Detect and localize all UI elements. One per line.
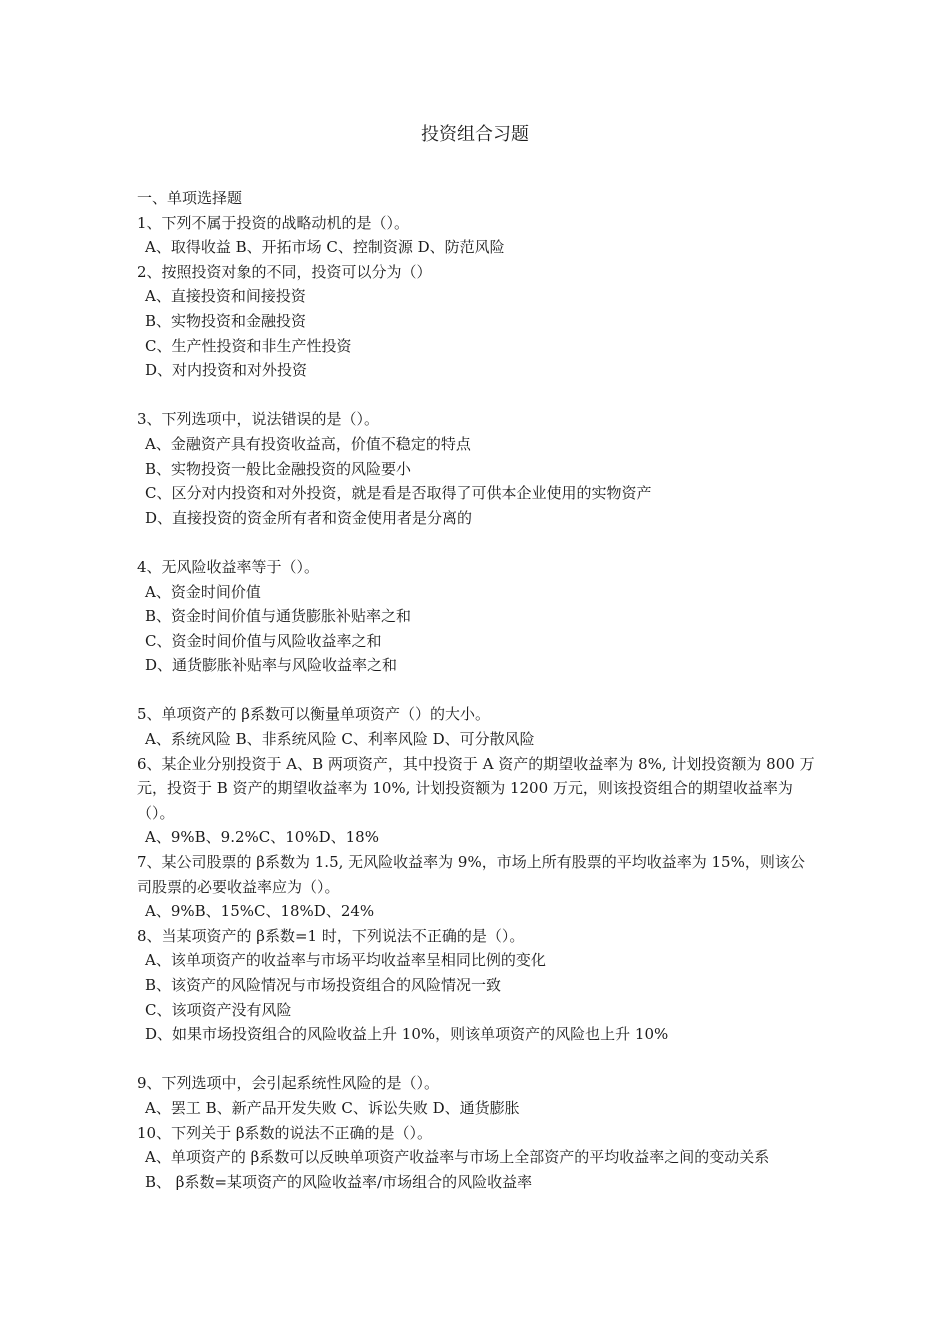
question-2-option-b: B、实物投资和金融投资 [145, 311, 307, 330]
page-title: 投资组合习题 [421, 124, 529, 145]
question-10-stem: 10、下列关于 β系数的说法不正确的是（）。 [137, 1123, 433, 1142]
question-8-stem: 8、当某项资产的 β系数=1 时，下列说法不正确的是（）。 [137, 926, 525, 945]
question-4-option-b: B、资金时间价值与通货膨胀补贴率之和 [145, 607, 412, 626]
question-2-option-c: C、生产性投资和非生产性投资 [145, 336, 352, 355]
spacer [137, 678, 817, 703]
question-3-option-c: C、区分对内投资和对外投资，就是看是否取得了可供本企业使用的实物资产 [145, 484, 652, 503]
question-7-options: A、9%B、15%C、18%D、24% [145, 902, 375, 921]
question-3-stem: 3、下列选项中，说法错误的是（）。 [137, 410, 380, 429]
question-5-stem: 5、单项资产的 β系数可以衡量单项资产（）的大小。 [137, 705, 490, 724]
question-10-option-b: B、 β系数=某项资产的风险收益率/市场组合的风险收益率 [145, 1172, 533, 1191]
question-3-option-b: B、实物投资一般比金融投资的风险要小 [145, 459, 412, 478]
question-3-option-d: D、直接投资的资金所有者和资金使用者是分离的 [145, 508, 473, 527]
question-4-option-d: D、通货膨胀补贴率与风险收益率之和 [145, 656, 398, 675]
question-8-option-d: D、如果市场投资组合的风险收益上升 10%，则该单项资产的风险也上升 10% [145, 1025, 669, 1044]
question-7-stem: 7、某公司股票的 β系数为 1.5, 无风险收益率为 9%，市场上所有股票的平均收益率为 15%，则该公司股票的必要收益率应为（）。 [137, 853, 805, 896]
question-3-option-a: A、金融资产具有投资收益高，价值不稳定的特点 [145, 434, 471, 453]
question-6-options: A、9%B、9.2%C、10%D、18% [145, 828, 379, 847]
question-4-option-c: C、资金时间价值与风险收益率之和 [145, 631, 382, 650]
spacer [137, 530, 817, 555]
spacer [137, 383, 817, 408]
question-2-option-a: A、直接投资和间接投资 [145, 287, 306, 306]
question-10-option-a: A、单项资产的 β系数可以反映单项资产收益率与市场上全部资产的平均收益率之间的变动关系 [145, 1148, 770, 1167]
question-1-options: A、取得收益 B、开拓市场 C、控制资源 D、防范风险 [145, 238, 505, 257]
question-9-options: A、罢工 B、新产品开发失败 C、诉讼失败 D、通货膨胀 [145, 1098, 520, 1117]
question-8-option-b: B、该资产的风险情况与市场投资组合的风险情况一致 [145, 976, 502, 994]
question-8-option-a: A、该单项资产的收益率与市场平均收益率呈相同比例的变化 [145, 951, 546, 970]
question-4-stem: 4、无风险收益率等于（）。 [137, 557, 320, 576]
section-heading: 一、单项选择题 [137, 189, 243, 207]
spacer [137, 1047, 817, 1072]
question-8-option-c: C、该项资产没有风险 [145, 1000, 292, 1019]
question-9-stem: 9、下列选项中，会引起系统性风险的是（）。 [137, 1074, 440, 1093]
question-list [137, 186, 817, 1194]
question-2-option-d: D、对内投资和对外投资 [145, 361, 308, 380]
question-5-options: A、系统风险 B、非系统风险 C、利率风险 D、可分散风险 [145, 730, 535, 749]
question-2-stem: 2、按照投资对象的不同，投资可以分为（） [137, 262, 432, 281]
question-6-stem: 6、某企业分别投资于 A、B 两项资产，其中投资于 A 资产的期望收益率为 8%, 计划投资额为 800 万元，投资于 B 资产的期望收益率为 10%, 计划投资额为 1200 万元，则该投资组合的期望收益率为（）。 [137, 754, 815, 822]
question-4-option-a: A、资金时间价值 [145, 582, 261, 601]
question-1-stem: 1、下列不属于投资的战略动机的是（）。 [137, 213, 410, 232]
